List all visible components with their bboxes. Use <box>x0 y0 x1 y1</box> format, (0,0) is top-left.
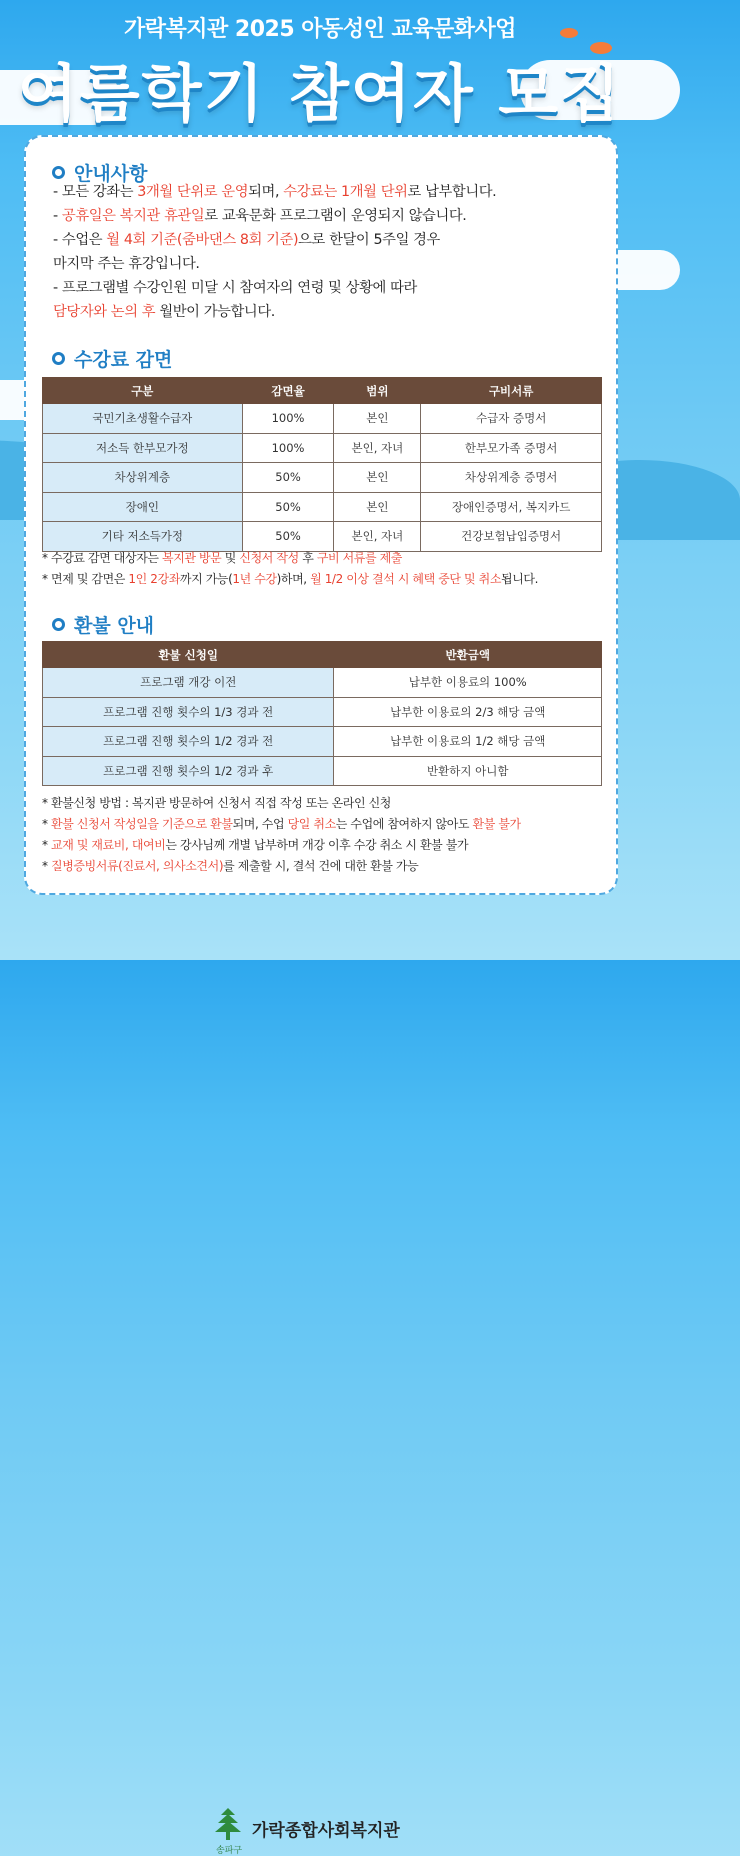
circle-bullet-icon <box>52 618 65 631</box>
notice-lines-line <box>53 253 200 275</box>
table-row <box>43 756 602 786</box>
fee-cell: 기타 저소득가정 <box>43 522 243 552</box>
notice-lines-segment: 3개월 단위로 운영 <box>137 184 249 200</box>
notice-title: 안내사항 <box>74 163 148 185</box>
refund-cell: 납부한 이용료의 2/3 해당 금액 <box>334 697 602 727</box>
fee-notes-line <box>42 548 402 568</box>
refund-section-title <box>52 611 154 638</box>
refund-notes-segment: 환불 신청서 작성일을 기준으로 환불 <box>51 817 233 831</box>
refund-notes-segment: 를 제출할 시, 결석 건에 대한 환불 가능 <box>223 859 419 873</box>
refund-column-header: 반환금액 <box>334 642 602 668</box>
refund-notes-segment: 는 수업에 참여하지 않아도 <box>335 817 473 831</box>
table-row <box>43 404 602 434</box>
refund-cell: 프로그램 개강 이전 <box>43 668 334 698</box>
notice-lines-segment: 월 4회 기준(줌바댄스 8회 기준) <box>106 232 299 248</box>
table-row <box>43 727 602 757</box>
refund-notes-segment: * 환불신청 방법 : 복지관 방문하여 신청서 직접 작성 또는 온라인 신청 <box>42 796 391 810</box>
fee-cell: 본인, 자녀 <box>334 433 421 463</box>
notice-lines-segment: - 수업은 <box>53 232 107 248</box>
notice-lines-segment: - <box>53 208 62 224</box>
content-card <box>24 135 618 895</box>
table-row <box>43 668 602 698</box>
refund-notes-segment: 질병증빙서류(진료서, 의사소견서) <box>51 859 224 873</box>
page-subtitle: 가락복지관 2025 아동성인 교육문화사업 <box>124 17 516 42</box>
logo-caption: 송파구 <box>216 1846 243 1856</box>
fee-cell: 저소득 한부모가정 <box>43 433 243 463</box>
fee-cell: 50% <box>242 522 334 552</box>
fee-cell: 장애인 <box>43 492 243 522</box>
refund-notes-segment: 는 강사님께 개별 납부하며 개강 이후 수강 취소 시 환불 불가 <box>165 838 469 852</box>
fee-cell: 차상위계층 증명서 <box>421 463 602 493</box>
fee-cell: 국민기초생활수급자 <box>43 404 243 434</box>
organization-name: 가락종합사회복지관 <box>252 1821 400 1841</box>
fee-cell: 50% <box>242 492 334 522</box>
table-row <box>43 522 602 552</box>
notice-lines-segment: - 프로그램별 수강인원 미달 시 참여자의 연령 및 상황에 따라 <box>53 280 417 296</box>
fee-cell: 본인 <box>334 463 421 493</box>
refund-notes-segment: 당일 취소 <box>287 817 336 831</box>
refund-notes-line <box>42 835 468 855</box>
notice-lines-line <box>53 181 496 203</box>
fee-cell: 수급자 증명서 <box>421 404 602 434</box>
notice-lines-segment: 월반이 가능합니다. <box>155 304 275 320</box>
fee-cell: 100% <box>242 404 334 434</box>
notice-lines-segment: 로 교육문화 프로그램이 운영되지 않습니다. <box>204 208 467 224</box>
table-row <box>43 697 602 727</box>
notice-lines-line <box>53 229 440 251</box>
notice-lines-segment: 로 납부합니다. <box>407 184 497 200</box>
fee-notes-segment: 1인 2강좌 <box>128 572 180 586</box>
pine-tree-icon <box>213 1806 243 1846</box>
refund-cell: 반환하지 아니함 <box>334 756 602 786</box>
fee-notes-segment: 후 <box>298 551 317 565</box>
fee-cell: 50% <box>242 463 334 493</box>
fee-notes-segment: 1년 수강 <box>232 572 277 586</box>
notice-lines-segment: 담당자와 논의 후 <box>53 304 156 320</box>
fee-cell: 본인 <box>334 404 421 434</box>
refund-table <box>42 641 602 786</box>
notice-lines-line <box>53 301 275 323</box>
fee-column-header: 구비서류 <box>421 378 602 404</box>
circle-bullet-icon <box>52 166 65 179</box>
notice-lines-segment: 되며, <box>248 184 284 200</box>
fee-notes-segment: )하며, <box>276 572 311 586</box>
table-row <box>43 463 602 493</box>
fee-cell: 100% <box>242 433 334 463</box>
fee-notes-segment: * 면제 및 감면은 <box>42 572 129 586</box>
page-title: 여름학기 참여자 모집 <box>17 57 623 130</box>
fee-notes-segment: 신청서 작성 <box>239 551 299 565</box>
refund-title: 환불 안내 <box>74 615 155 637</box>
refund-notes-segment: 환불 불가 <box>472 817 521 831</box>
notice-lines-segment: 마지막 주는 휴강입니다. <box>53 256 200 272</box>
refund-notes-segment: 되며, 수업 <box>232 817 288 831</box>
fee-notes-segment: 됩니다. <box>501 572 539 586</box>
header <box>0 0 640 135</box>
notice-lines-segment: 으로 한달이 5주일 경우 <box>298 232 440 248</box>
fee-notes-line <box>42 569 538 589</box>
footer <box>0 900 640 1856</box>
fee-notes-segment: 복지관 방문 <box>162 551 222 565</box>
fee-section-title <box>52 345 172 372</box>
fee-reduction-table <box>42 377 602 552</box>
notice-lines-segment: - 모든 강좌는 <box>53 184 138 200</box>
refund-cell: 프로그램 진행 횟수의 1/3 경과 전 <box>43 697 334 727</box>
fee-column-header: 구분 <box>43 378 243 404</box>
fee-cell: 차상위계층 <box>43 463 243 493</box>
refund-notes-line <box>42 856 418 876</box>
table-row <box>43 433 602 463</box>
table-row <box>43 492 602 522</box>
fee-cell: 본인, 자녀 <box>334 522 421 552</box>
refund-cell: 납부한 이용료의 1/2 해당 금액 <box>334 727 602 757</box>
refund-notes-segment: 교재 및 재료비, 대여비 <box>51 838 166 852</box>
fee-cell: 한부모가족 증명서 <box>421 433 602 463</box>
circle-bullet-icon <box>52 352 65 365</box>
refund-notes-segment: * <box>42 838 52 852</box>
fee-notes-segment: 까지 가능( <box>179 572 233 586</box>
refund-notes-line <box>42 814 521 834</box>
fee-column-header: 감면율 <box>242 378 334 404</box>
refund-notes-segment: * <box>42 859 52 873</box>
notice-lines-segment: 공휴일은 복지관 휴관일 <box>61 208 205 224</box>
fee-notes-segment: 월 1/2 이상 결석 시 혜택 중단 및 취소 <box>310 572 502 586</box>
fee-title: 수강료 감면 <box>74 349 173 371</box>
notice-lines-segment: 수강료는 1개월 단위 <box>283 184 408 200</box>
fee-notes-segment: * 수강료 감면 대상자는 <box>42 551 162 565</box>
fee-column-header: 범위 <box>334 378 421 404</box>
refund-cell: 납부한 이용료의 100% <box>334 668 602 698</box>
refund-cell: 프로그램 진행 횟수의 1/2 경과 후 <box>43 756 334 786</box>
refund-notes-segment: * <box>42 817 52 831</box>
refund-column-header: 환불 신청일 <box>43 642 334 668</box>
fee-cell: 장애인증명서, 복지카드 <box>421 492 602 522</box>
refund-cell: 프로그램 진행 횟수의 1/2 경과 전 <box>43 727 334 757</box>
fee-notes-segment: 및 <box>221 551 240 565</box>
notice-lines-line <box>53 277 417 299</box>
refund-notes-line <box>42 793 391 813</box>
fee-cell: 건강보험납입증명서 <box>421 522 602 552</box>
fee-cell: 본인 <box>334 492 421 522</box>
notice-lines-line <box>53 205 466 227</box>
fee-notes-segment: 구비 서류를 제출 <box>316 551 402 565</box>
